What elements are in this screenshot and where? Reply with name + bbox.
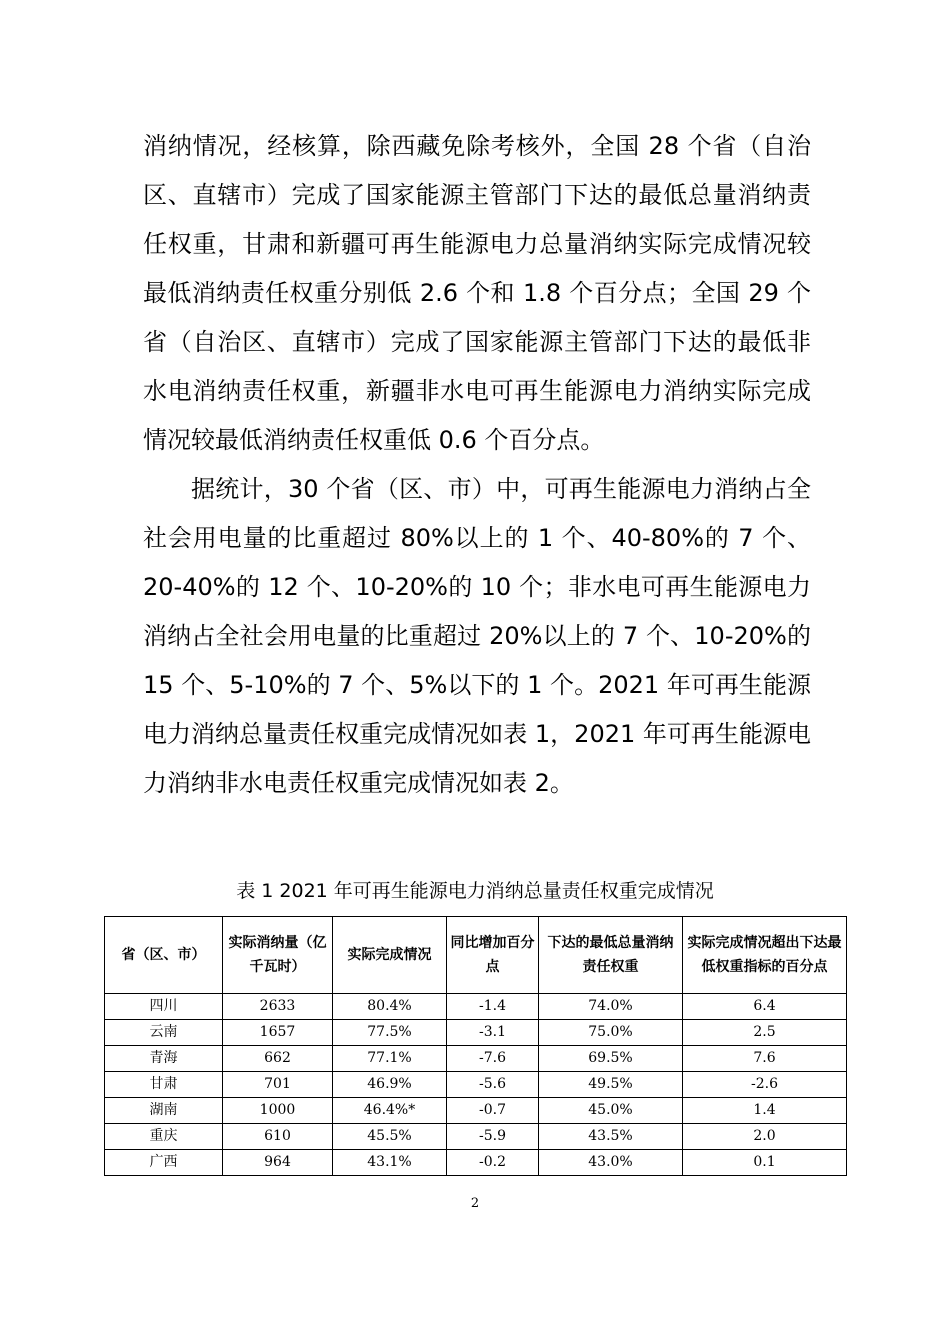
cell-consumption: 2633 bbox=[223, 994, 333, 1020]
cell-completion: 46.4%* bbox=[333, 1098, 447, 1124]
cell-min-weight: 75.0% bbox=[539, 1020, 683, 1046]
cell-excess: 1.4 bbox=[683, 1098, 847, 1124]
header-actual-consumption: 实际消纳量（亿千瓦时） bbox=[223, 917, 333, 994]
cell-province: 甘肃 bbox=[105, 1072, 223, 1098]
cell-completion: 80.4% bbox=[333, 994, 447, 1020]
cell-excess: 2.5 bbox=[683, 1020, 847, 1046]
cell-consumption: 662 bbox=[223, 1046, 333, 1072]
table-row bbox=[105, 994, 847, 1020]
cell-completion: 77.1% bbox=[333, 1046, 447, 1072]
table-row bbox=[105, 1124, 847, 1150]
table-row bbox=[105, 1046, 847, 1072]
cell-province: 重庆 bbox=[105, 1124, 223, 1150]
cell-excess: 2.0 bbox=[683, 1124, 847, 1150]
data-table bbox=[104, 916, 847, 1176]
cell-min-weight: 45.0% bbox=[539, 1098, 683, 1124]
table-row bbox=[105, 1020, 847, 1046]
paragraph-1: 消纳情况，经核算，除西藏免除考核外，全国 28 个省（自治区、直辖市）完成了国家能源主管部门下达的最低总量消纳责任权重，甘肃和新疆可再生能源电力总量消纳实际完成情况较最低消纳责任权重分别低 2.6 个和 1.8 个百分点；全国 29 个省（自治区、直辖市）完成了国家能源主管部门下达的最低非水电消纳责任权重，新疆非水电可再生能源电力消纳实际完成情况较最低消纳责任权重低 0.6 个百分点。 bbox=[143, 132, 811, 454]
header-province: 省（区、市） bbox=[105, 917, 223, 994]
cell-province: 广西 bbox=[105, 1150, 223, 1176]
page-number: 2 bbox=[470, 1196, 480, 1211]
cell-yoy: -3.1 bbox=[447, 1020, 539, 1046]
cell-province: 四川 bbox=[105, 994, 223, 1020]
cell-completion: 46.9% bbox=[333, 1072, 447, 1098]
cell-province: 云南 bbox=[105, 1020, 223, 1046]
cell-consumption: 610 bbox=[223, 1124, 333, 1150]
cell-excess: 7.6 bbox=[683, 1046, 847, 1072]
cell-province: 湖南 bbox=[105, 1098, 223, 1124]
cell-consumption: 1000 bbox=[223, 1098, 333, 1124]
cell-min-weight: 49.5% bbox=[539, 1072, 683, 1098]
cell-yoy: -5.9 bbox=[447, 1124, 539, 1150]
cell-min-weight: 69.5% bbox=[539, 1046, 683, 1072]
cell-consumption: 964 bbox=[223, 1150, 333, 1176]
cell-province: 青海 bbox=[105, 1046, 223, 1072]
header-excess-points: 实际完成情况超出下达最低权重指标的百分点 bbox=[683, 917, 847, 994]
cell-consumption: 701 bbox=[223, 1072, 333, 1098]
paragraph-2: 据统计，30 个省（区、市）中，可再生能源电力消纳占全社会用电量的比重超过 80%以上的 1 个、40-80%的 7 个、20-40%的 12 个、10-20%的 10 个；非水电可再生能源电力消纳占全社会用电量的比重超过 20%以上的 7 个、10-20%的 15 个、5-10%的 7 个、5%以下的 1 个。2021 年可再生能源电力消纳总量责任权重完成情况如表 1，2021 年可再生能源电力消纳非水电责任权重完成情况如表 2。 bbox=[143, 475, 811, 797]
cell-min-weight: 43.0% bbox=[539, 1150, 683, 1176]
cell-yoy: -5.6 bbox=[447, 1072, 539, 1098]
cell-completion: 45.5% bbox=[333, 1124, 447, 1150]
body-text bbox=[143, 122, 811, 808]
cell-excess: -2.6 bbox=[683, 1072, 847, 1098]
cell-excess: 6.4 bbox=[683, 994, 847, 1020]
cell-completion: 43.1% bbox=[333, 1150, 447, 1176]
table-caption: 表 1 2021 年可再生能源电力消纳总量责任权重完成情况 bbox=[236, 880, 714, 902]
header-actual-completion: 实际完成情况 bbox=[333, 917, 447, 994]
table-row bbox=[105, 1150, 847, 1176]
cell-completion: 77.5% bbox=[333, 1020, 447, 1046]
header-yoy-change: 同比增加百分点 bbox=[447, 917, 539, 994]
cell-yoy: -1.4 bbox=[447, 994, 539, 1020]
cell-yoy: -7.6 bbox=[447, 1046, 539, 1072]
cell-min-weight: 74.0% bbox=[539, 994, 683, 1020]
table-row bbox=[105, 1072, 847, 1098]
cell-excess: 0.1 bbox=[683, 1150, 847, 1176]
header-min-weight: 下达的最低总量消纳责任权重 bbox=[539, 917, 683, 994]
cell-consumption: 1657 bbox=[223, 1020, 333, 1046]
cell-yoy: -0.7 bbox=[447, 1098, 539, 1124]
table-row bbox=[105, 1098, 847, 1124]
cell-min-weight: 43.5% bbox=[539, 1124, 683, 1150]
table-header-row bbox=[105, 917, 847, 994]
cell-yoy: -0.2 bbox=[447, 1150, 539, 1176]
